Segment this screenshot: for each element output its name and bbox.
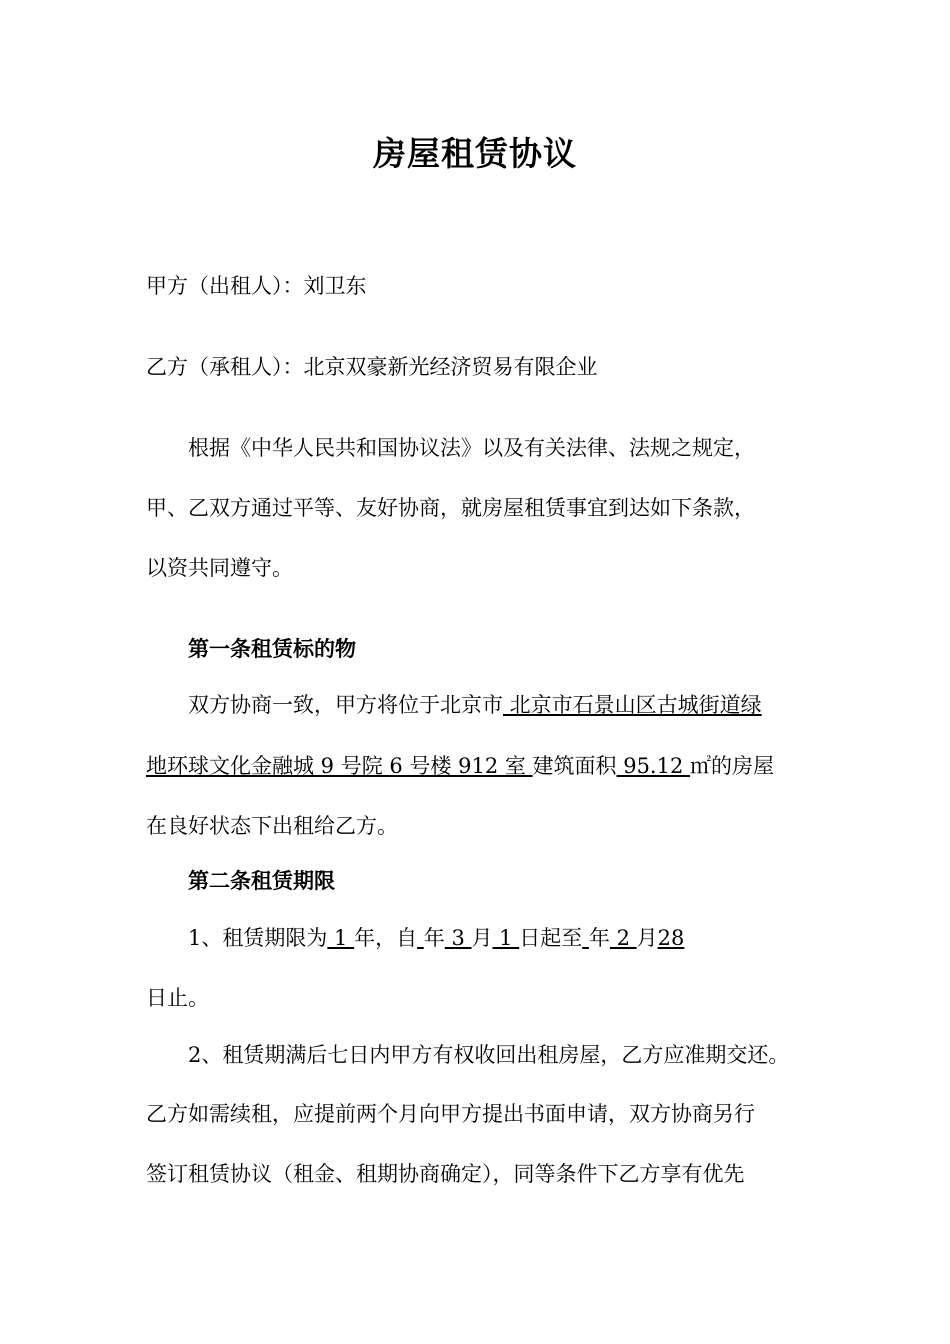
- area-value: 95.12: [616, 754, 691, 778]
- party-a-line: 甲方（出租人）：刘卫东: [146, 274, 367, 298]
- renewal-line-2: 乙方如需续租，应提前两个月向甲方提出书面申请，双方协商另行: [146, 1102, 755, 1126]
- end-day: 28: [657, 926, 685, 950]
- term-text: 月: [471, 926, 493, 950]
- article-1-line-2: [146, 751, 774, 781]
- area-label: 建筑面积: [532, 754, 617, 778]
- start-month: 3: [444, 926, 472, 950]
- start-year-blank: [417, 926, 424, 950]
- term-text: 月: [636, 926, 658, 950]
- renewal-line-1: 2、租赁期满后七日内甲方有权收回出租房屋，乙方应准期交还。: [188, 1043, 790, 1067]
- article-1-line-1: [188, 690, 762, 720]
- term-text: 年: [588, 926, 610, 950]
- page-title: 房屋租赁协议: [373, 134, 577, 173]
- end-month: 2: [609, 926, 637, 950]
- property-address-part-2: 地环球文化金融城 9 号院 6 号楼 912 室: [146, 754, 533, 778]
- renewal-line-3: 签订租赁协议（租金、租期协商确定），同等条件下乙方享有优先: [146, 1162, 745, 1186]
- preamble-line-1: 根据《中华人民共和国协议法》以及有关法律、法规之规定，: [188, 436, 755, 460]
- lease-term-end: 日止。: [146, 986, 209, 1010]
- article-1-heading: 第一条租赁标的物: [188, 636, 356, 661]
- term-text: 1、租赁期限为: [188, 926, 328, 950]
- preamble-line-3: 以资共同遵守。: [146, 556, 293, 580]
- area-unit-text: ㎡的房屋: [690, 754, 775, 778]
- start-day: 1: [492, 926, 520, 950]
- property-address-part-1: 北京市石景山区古城街道绿: [503, 693, 762, 717]
- preamble-line-2: 甲、乙双方通过平等、友好协商，就房屋租赁事宜到达如下条款，: [146, 496, 755, 520]
- article-1-line-3: 在良好状态下出租给乙方。: [146, 814, 398, 838]
- term-text: 年: [423, 926, 445, 950]
- article-1-text: 双方协商一致，甲方将位于北京市: [188, 693, 503, 717]
- term-text: 年，自: [354, 926, 418, 950]
- article-2-heading: 第二条租赁期限: [188, 868, 335, 893]
- term-years: 1: [327, 926, 355, 950]
- end-year-blank: [582, 926, 589, 950]
- lease-term-line: [188, 923, 684, 953]
- term-text: 日起至: [519, 926, 583, 950]
- party-b-line: 乙方（承租人）：北京双豪新光经济贸易有限企业: [146, 355, 598, 379]
